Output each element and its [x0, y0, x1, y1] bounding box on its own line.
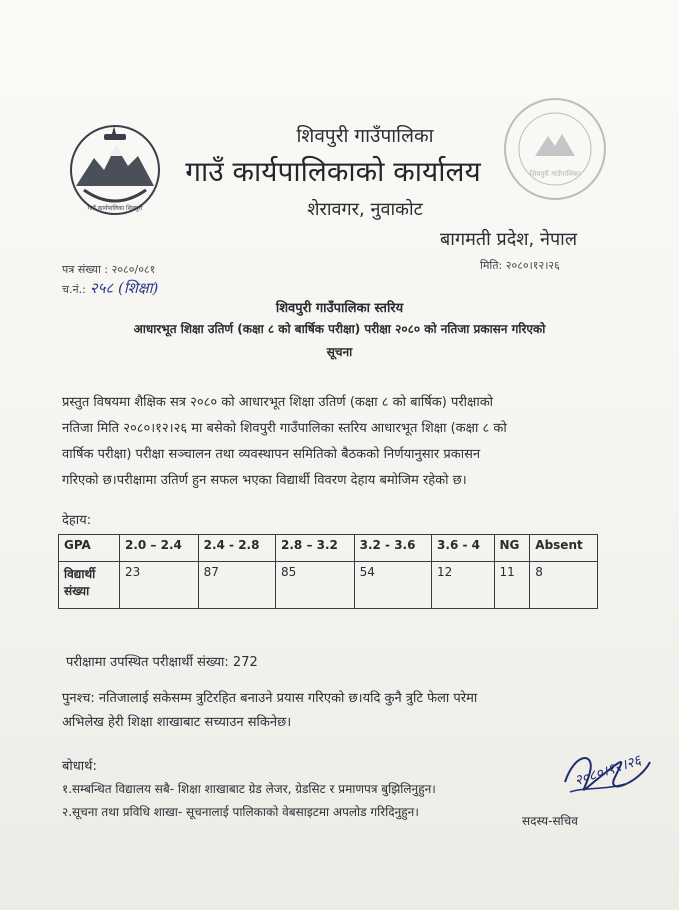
subject-line-2: आधारभूत शिक्षा उतिर्ण (कक्षा ८ को बार्षिक परीक्षा) परीक्षा २०८० को नतिजा प्रकासन गरिएको: [133, 322, 546, 336]
gpa-range-cell: 3.2 - 3.6: [354, 535, 431, 562]
subject-line-1: शिवपुरी गाउँपालिका स्तरिय: [275, 301, 404, 316]
student-count-cell: 85: [276, 562, 355, 609]
issue-date: मिति: २०८०।१२।२६: [480, 259, 560, 272]
student-count-label: विद्यार्थी संख्या: [59, 562, 120, 609]
student-count-cell: 12: [432, 562, 494, 609]
gpa-results-table: [58, 534, 598, 609]
student-count-cell: 8: [530, 562, 598, 609]
table-label: देहाय:: [62, 513, 92, 528]
body-paragraph-line: नतिजा मिति २०८०।१२।२६ मा बसेको शिवपुरी गाउँपालिका स्तरिय आधारभूत शिक्षा (कक्षा ८ को: [62, 421, 507, 436]
reference-number: पत्र संख्या : २०८०/०८१: [62, 263, 156, 276]
subject-line-3: सूचना: [326, 345, 353, 359]
office-name: गाउँ कार्यपालिकाको कार्यालय: [185, 155, 481, 188]
postscript-line-1: पुनश्च: नतिजालाई सकेसम्म त्रुटिरहित बनाउने प्रयास गरिएको छ।यदि कुनै त्रुटि फेला परेमा: [62, 691, 478, 706]
body-paragraph-line: वार्षिक परीक्षा) परीक्षा सञ्चालन तथा व्यवस्थापन समितिको बैठकको निर्णयानुसार प्रकासन: [62, 447, 481, 462]
dispatch-number-row: [62, 278, 158, 298]
seal-text: शिवपुरी गाउँपालिका: [529, 170, 581, 178]
gpa-range-cell: 3.6 - 4: [432, 535, 494, 562]
office-location: शेरावगर, नुवाकोट: [307, 199, 423, 220]
student-count-cell: 23: [120, 562, 199, 609]
dispatch-label: च.नं.:: [62, 283, 86, 296]
bodharth-label: बोधार्थ:: [62, 759, 97, 774]
student-count-cell: 11: [494, 562, 530, 609]
student-count-cell: 54: [354, 562, 431, 609]
nepal-emblem-icon: [64, 120, 166, 216]
municipality-name: शिवपुरी गाउँपालिका: [296, 125, 434, 147]
student-count-cell: 87: [198, 562, 275, 609]
gpa-header-cell: GPA: [59, 535, 120, 562]
gpa-range-cell: 2.8 – 3.2: [276, 535, 355, 562]
body-paragraph-line: प्रस्तुत विषयमा शैक्षिक सत्र २०८० को आधारभूत शिक्षा उतिर्ण (कक्षा ८ को बार्षिक) परीक्षाको: [62, 395, 494, 410]
gpa-range-cell: 2.4 - 2.8: [198, 535, 275, 562]
postscript-line-2: अभिलेख हेरी शिक्षा शाखाबाट सच्याउन सकिनेछ।: [62, 715, 292, 730]
province-name: बागमती प्रदेश, नेपाल: [440, 229, 578, 250]
signature-date: २०८०।१२।२६: [572, 752, 644, 790]
table-row: [59, 562, 598, 609]
dispatch-number: २५८ (शिक्षा): [89, 279, 159, 297]
gpa-range-cell: Absent: [530, 535, 598, 562]
gpa-range-cell: 2.0 – 2.4: [120, 535, 199, 562]
signatory-designation: सदस्य-सचिव: [522, 814, 578, 828]
total-examinees: परीक्षामा उपस्थित परीक्षार्थी संख्या: 272: [66, 655, 258, 670]
gpa-range-cell: NG: [494, 535, 530, 562]
table-header-row: [59, 535, 598, 562]
bodharth-item: २.सूचना तथा प्रविधि शाखा- सूचनालाई पालिकाको वेबसाइटमा अपलोड गरिदिनुहुन।: [62, 805, 419, 819]
office-seal-icon: [500, 94, 610, 204]
emblem-caption: गाउँ कार्यपालिका शिवपुरी: [87, 205, 143, 212]
body-paragraph-line: गरिएको छ।परीक्षामा उतिर्ण हुन सफल भएका विद्यार्थी विवरण देहाय बमोजिम रहेको छ।: [62, 473, 467, 488]
bodharth-item: १.सम्बन्धित विद्यालय सबै- शिक्षा शाखाबाट ग्रेड लेजर, ग्रेडसिट र प्रमाणपत्र बुझिलिनुहुन।: [62, 782, 436, 796]
